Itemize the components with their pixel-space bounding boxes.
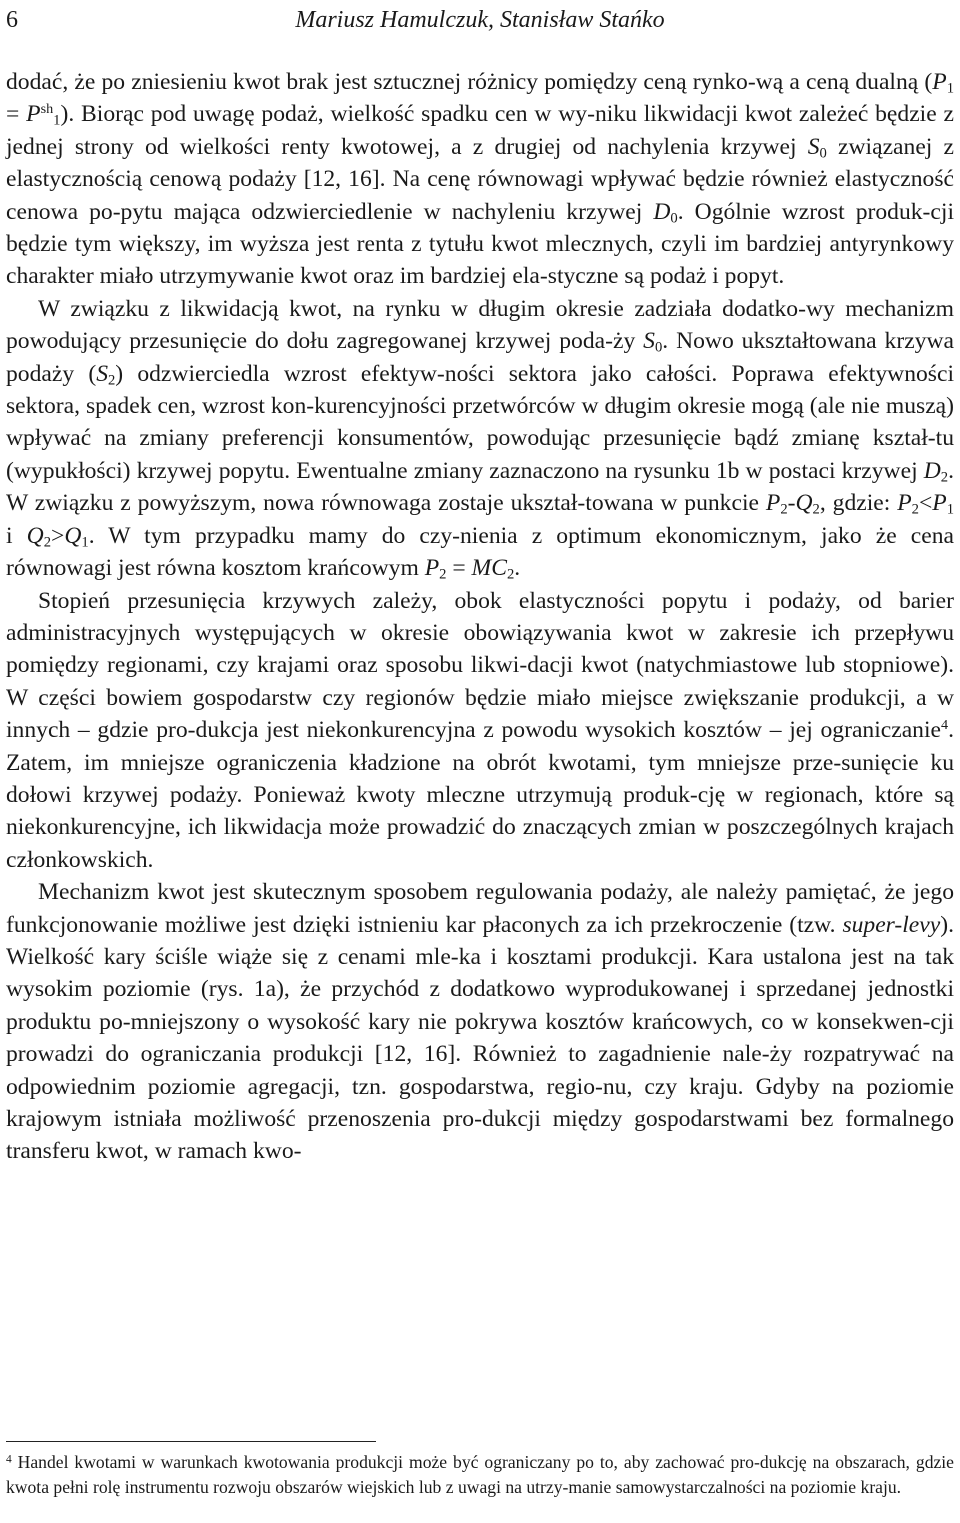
running-head-authors: Mariusz Hamulczuk, Stanisław Stańko	[295, 6, 665, 33]
symbol-P: P	[897, 490, 912, 517]
body-text	[6, 66, 954, 1168]
subscript: 1	[53, 113, 61, 130]
text-run: -	[787, 490, 796, 517]
subscript: 1	[81, 534, 89, 551]
subscript: 0	[654, 339, 663, 356]
text-run: =	[446, 555, 472, 582]
symbol-P: P	[932, 490, 947, 517]
text-run: . Nowo ukształtowana krzywa podaży (	[6, 328, 954, 387]
subscript: 1	[946, 501, 954, 518]
text-run: . W związku z powyższym, nowa równowaga zostaje ukształ-towana w punkcie	[6, 457, 954, 517]
symbol-S: S	[96, 360, 108, 387]
symbol-Q: Q	[64, 522, 82, 549]
paragraph-2	[6, 293, 954, 585]
text-run: ). Biorąc pod uwagę podaż, wielkość spadku cen w wy-niku likwidacji kwot zależeć będzie z jednej strony od wielkości renty kwotowej, a z drugiej od nachylenia krzywej	[6, 101, 954, 160]
text-run: . W tym przypadku mamy do czy-nienia z optimum ekonomicznym, jako że cena równowagi jest równa kosztom krańcowym	[6, 522, 954, 582]
text-run: W związku z likwidacją kwot, na rynku w długim okresie zadziała dodatko-wy mechanizm powodujący przesunięcie do dołu zagregowanej krzywej poda-ży	[6, 295, 954, 355]
subscript: 2	[439, 566, 447, 583]
paragraph-4	[6, 876, 954, 1168]
symbol-P: P	[765, 490, 781, 517]
symbol-MC: MC	[471, 555, 507, 582]
symbol-P: P	[424, 555, 440, 582]
subscript: 2	[940, 469, 949, 486]
page-header	[6, 0, 954, 40]
text-run: .	[514, 555, 521, 582]
symbol-Q: Q	[26, 522, 44, 549]
symbol-Q: Q	[795, 490, 813, 517]
text-run: dodać, że po zniesieniu kwot brak jest sztucznej różnicy pomiędzy ceną rynko-wą a ceną dualną (	[6, 69, 933, 95]
superscript: sh	[40, 101, 54, 118]
text-run: . Zatem, im mniejsze ograniczenia kładzione na obrót kwotami, tym mniejsze prze-sunięcie ku dołowi krzywej podaży. Ponieważ kwoty mleczne utrzymują produk-cję w regionach, które są niekonkurencyjne, ich likwidacja może prowadzić do znaczących zmian w poszczególnych krajach członkowskich.	[6, 717, 954, 873]
text-run: ). Wielkość kary ściśle wiąże się z cenami mle-ka i kosztami produkcji. Kara ustalona jest na tak wysokim poziomie (rys. 1a), że przychód z dodatkowo wyprodukowanej i sprzedanej jednostki produktu po-mniejszony o wysokość kary nie pokrywa kosztów krańcowych, co w konsekwen-cji prowadzi do ograniczania produkcji [12, 16]. Również to zagadnienie nale-ży rozpatrywać na odpowiednim poziomie agregacji, tzn. gospodarstwa, regio-nu, czy kraju. Gdyby na poziomie krajowym istniała możliwość przenoszenia pro-dukcji między gospodarstwami bez formalnego transferu kwot, w ramach kwo-	[6, 911, 954, 1165]
text-run: , gdzie:	[819, 490, 898, 517]
text-run: . Ogólnie wzrost produk-cji będzie tym większy, im wyższa jest renta z tytułu kwot mlecznych, czyli im bardziej antyrynkowy charakter miało utrzymywanie kwot oraz im bardziej ela-styczne są podaż i popyt.	[6, 198, 954, 290]
symbol-S: S	[643, 328, 655, 355]
subscript: 2	[812, 501, 820, 518]
paragraph-3	[6, 585, 954, 877]
footnote-reference[interactable]: 4	[941, 717, 949, 734]
text-run: ) odzwierciedla wzrost efektyw-ności sektora jako całości. Poprawa efektywności sektora, spadek cen, wzrost kon-kurencyjności przetwórców w długim okresie mogą (ale nie muszą) wpływać na zmiany preferencji konsumentów, powodując przesunięcie bądź zmianę kształ-tu (wypukłości) krzywej popytu. Ewentualne zmiany zaznaczono na rysunku 1b w postaci krzywej	[6, 360, 954, 484]
subscript: 0	[670, 210, 678, 227]
italic-term: super-levy	[842, 911, 941, 938]
symbol-S: S	[807, 133, 820, 160]
text-run: >	[51, 522, 65, 549]
footnote-marker: 4	[6, 1453, 12, 1466]
footnote-text: Handel kwotami w warunkach kwotowania produkcji może być ograniczany po to, aby zachować pro-dukcję na obszarach, gdzie kwota pełni rolę instrumentu rozwoju obszarów wiejskich lub z uwagi na utrzy-manie samowystarczalności na poziomie kraju.	[6, 1452, 954, 1497]
subscript: 1	[946, 80, 954, 97]
paragraph-1	[6, 66, 954, 293]
symbol-P: P	[932, 69, 947, 95]
symbol-D: D	[923, 457, 941, 484]
text-run: Mechanizm kwot jest skutecznym sposobem regulowania podaży, ale należy pamiętać, że jego funkcjonowanie możliwe jest dzięki istnieniu kar płaconych za ich przekroczenie (tzw.	[6, 879, 954, 938]
subscript: 0	[819, 145, 827, 162]
symbol-D: D	[653, 198, 671, 225]
text-run: <	[918, 490, 933, 517]
text-run: =	[6, 101, 27, 128]
subscript: 2	[43, 534, 52, 551]
subscript: 2	[506, 566, 515, 583]
footnote-separator	[6, 1441, 376, 1442]
footnote	[6, 1450, 954, 1499]
text-run: Stopień przesunięcia krzywych zależy, obok elastyczności popytu i podaży, od barier administracyjnych występujących w okresie obowiązywania kwot w zakresie ich przepływu pomiędzy regionami, czy krajami oraz sposobu likwi-dacji kwot (natychmiastowe lub stopniowe). W części bowiem gospodarstw czy regionów będzie miało miejsce zwiększanie produkcji, a w innych – gdzie pro-dukcja jest niekonkurencyjna z powodu wysokich kosztów – jej ograniczanie	[6, 587, 954, 744]
subscript: 2	[780, 501, 788, 518]
symbol-P: P	[26, 101, 41, 128]
text-run: związanej z elastycznością cenową podaży [12, 16]. Na cenę równowagi wpływać będzie również elastyczność cenowa po-pytu mająca odzwierciedlenie w nachyleniu krzywej	[6, 133, 954, 225]
page-number: 6	[6, 6, 18, 33]
subscript: 2	[911, 501, 919, 518]
text-run: i	[6, 522, 27, 549]
subscript: 2	[107, 372, 116, 389]
